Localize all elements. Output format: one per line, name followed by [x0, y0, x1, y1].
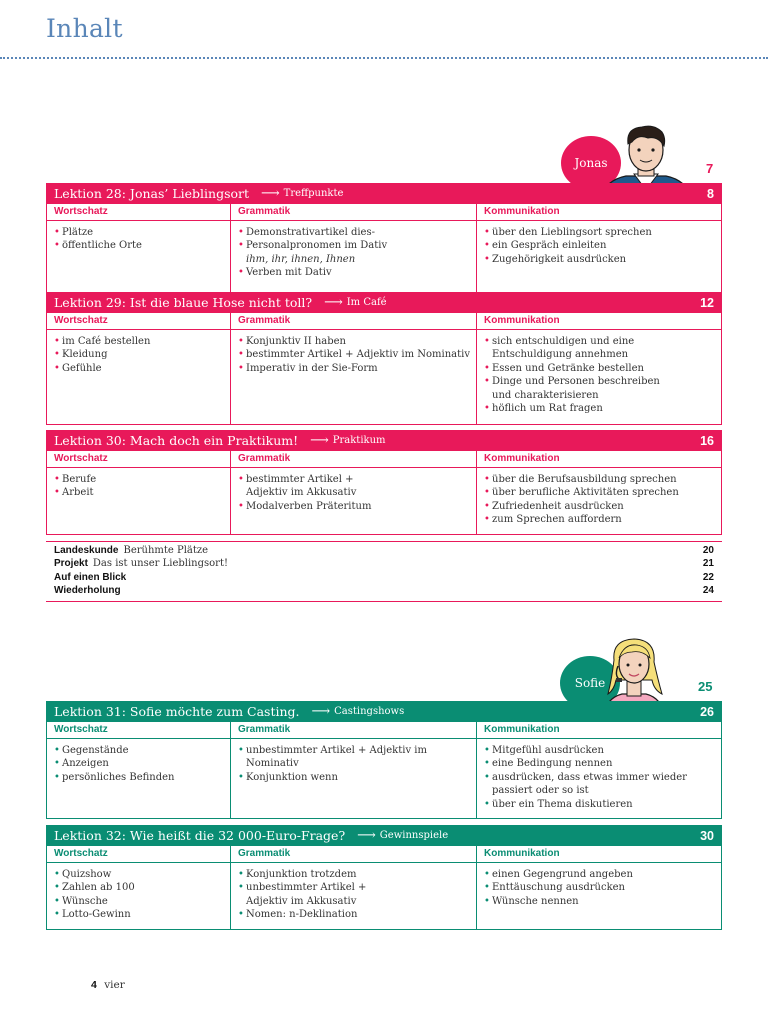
list-item: • Wünsche [54, 895, 226, 908]
column-header: Kommunikation [477, 846, 721, 863]
lesson-title: Lektion 29: Ist die blaue Hose nicht toll? [54, 295, 313, 310]
lesson-title: Lektion 30: Mach doch ein Praktikum! [54, 433, 299, 448]
list-item: • ein Gespräch einleiten [484, 239, 717, 252]
footer-page-number: 4 [91, 979, 97, 991]
arrow-right-icon: ⟶ [261, 186, 280, 201]
lesson-table [46, 313, 722, 425]
list-item: • ausdrücken, dass etwas immer wieder [484, 771, 717, 784]
lesson-header[interactable] [46, 183, 722, 204]
arrow-right-icon: ⟶ [311, 704, 331, 719]
list-item: • Modalverben Präteritum [238, 500, 472, 513]
list-item: • zum Sprechen auffordern [484, 513, 717, 526]
list-item: • über die Berufsausbildung sprechen [484, 473, 717, 486]
lesson-page-number: 8 [707, 186, 714, 201]
extras-page: 20 [702, 545, 714, 556]
grammatik-column [230, 451, 476, 534]
character-name: Sofie [574, 676, 606, 690]
list-item: • im Café bestellen [54, 335, 226, 348]
unit-start-page: 7 [706, 161, 714, 176]
list-item: • Gefühle [54, 362, 226, 375]
lesson-header[interactable] [46, 430, 722, 451]
list-item: • Konjunktiv II haben [238, 335, 472, 348]
lesson-header[interactable] [46, 292, 722, 313]
arrow-right-icon: ⟶ [310, 433, 329, 448]
list-item: • Demonstrativartikel dies- [238, 226, 472, 239]
list-item: • Anzeigen [54, 757, 226, 770]
extras-label: Wiederholung [54, 585, 121, 597]
column-header: Kommunikation [477, 722, 721, 739]
kommunikation-column [476, 722, 721, 818]
lesson-topic: Castingshows [334, 706, 405, 717]
lesson-title: Lektion 32: Wie heißt die 32 000-Euro-Frage? [54, 828, 346, 843]
list-item-continuation: Adjektiv im Akkusativ [246, 487, 357, 499]
list-item: • öffentliche Orte [54, 239, 226, 252]
wortschatz-column [47, 722, 230, 818]
lesson-32 [46, 825, 722, 930]
lesson-header[interactable] [46, 701, 722, 722]
column-header: Grammatik [231, 313, 476, 330]
list-item: • Zufriedenheit ausdrücken [484, 500, 717, 513]
list-item: • Berufe [54, 473, 226, 486]
column-header: Wortschatz [47, 722, 230, 739]
list-item: • Nomen: n-Deklination [238, 908, 472, 921]
lesson-page-number: 16 [700, 433, 714, 448]
page-title: Inhalt [46, 14, 123, 43]
list-item-continuation: Adjektiv im Akkusativ [246, 895, 357, 907]
lesson-31 [46, 701, 722, 819]
list-item: • eine Bedingung nennen [484, 757, 717, 770]
extras-row-auf-einen-blick[interactable] [54, 571, 714, 584]
list-item: • Imperativ in der Sie-Form [238, 362, 472, 375]
dotted-divider [0, 57, 768, 59]
list-item-continuation: passiert oder so ist [492, 785, 589, 797]
character-name: Jonas [574, 156, 608, 170]
lesson-topic: Gewinnspiele [379, 830, 449, 841]
list-item: • über berufliche Aktivitäten sprechen [484, 486, 717, 499]
list-item: • Wünsche nennen [484, 895, 717, 908]
list-item: • Zugehörigkeit ausdrücken [484, 253, 717, 266]
extras-text: Das ist unser Lieblingsort! [92, 558, 228, 570]
list-item-continuation: Nominativ [246, 758, 299, 770]
footer-page-word: vier [104, 979, 125, 991]
extras-text: Berühmte Plätze [123, 545, 209, 556]
lesson-topic: Praktikum [332, 435, 386, 446]
list-item: • Enttäuschung ausdrücken [484, 881, 717, 894]
list-item: • Gegenstände [54, 744, 226, 757]
column-header: Kommunikation [477, 451, 721, 468]
lesson-page-number: 26 [700, 704, 714, 719]
list-item: • Konjunktion trotzdem [238, 868, 472, 881]
grammatik-column [230, 846, 476, 929]
column-header: Wortschatz [47, 451, 230, 468]
lesson-title: Lektion 31: Sofie möchte zum Casting. [54, 704, 300, 719]
list-item: • Kleidung [54, 348, 226, 361]
page-footer [91, 979, 125, 991]
wortschatz-column [47, 313, 230, 424]
lesson-30 [46, 430, 722, 535]
lesson-page-number: 30 [700, 828, 714, 843]
kommunikation-column [476, 846, 721, 929]
extras-row-projekt[interactable] [54, 557, 714, 570]
lesson-table [46, 846, 722, 930]
list-item: • höflich um Rat fragen [484, 402, 717, 415]
lesson-topic: Treffpunkte [283, 188, 344, 199]
list-item: • Konjunktion wenn [238, 771, 472, 784]
list-item: • Personalpronomen im Dativ [238, 239, 472, 252]
arrow-right-icon: ⟶ [357, 828, 376, 843]
extras-label: Projekt [54, 558, 88, 570]
list-item: • über ein Thema diskutieren [484, 798, 717, 811]
extras-label: Auf einen Blick [54, 571, 127, 583]
lesson-table [46, 451, 722, 535]
extras-page: 22 [702, 571, 714, 583]
list-item: • unbestimmter Artikel + Adjektiv im [238, 744, 472, 757]
unit-start-page: 25 [698, 679, 713, 694]
lesson-header[interactable] [46, 825, 722, 846]
column-header: Kommunikation [477, 313, 721, 330]
lesson-topic: Im Café [346, 297, 387, 308]
list-item: • sich entschuldigen und eine [484, 335, 717, 348]
column-header: Wortschatz [47, 204, 230, 221]
grammatik-column [230, 313, 476, 424]
column-header: Wortschatz [47, 846, 230, 863]
column-header: Grammatik [231, 451, 476, 468]
kommunikation-column [476, 313, 721, 424]
lesson-page-number: 12 [700, 295, 714, 310]
list-item-continuation: und charakterisieren [492, 389, 599, 401]
extras-list [46, 541, 722, 602]
list-item: • bestimmter Artikel + Adjektiv im Nominativ [238, 348, 472, 361]
list-item: • persönliches Befinden [54, 771, 226, 784]
list-item-continuation: Entschuldigung annehmen [492, 349, 629, 361]
lesson-table [46, 722, 722, 819]
list-item: • über den Lieblingsort sprechen [484, 226, 717, 239]
lesson-29 [46, 292, 722, 425]
grammatik-column [230, 722, 476, 818]
column-header: Kommunikation [477, 204, 721, 221]
list-item: • einen Gegengrund angeben [484, 868, 717, 881]
list-item: • Arbeit [54, 486, 226, 499]
list-item: • Lotto-Gewinn [54, 908, 226, 921]
extras-row-landeskunde[interactable] [54, 544, 714, 557]
list-item: • Essen und Getränke bestellen [484, 362, 717, 375]
list-item: • Dinge und Personen beschreiben [484, 375, 717, 388]
list-item: • Plätze [54, 226, 226, 239]
list-item: • bestimmter Artikel + [238, 473, 472, 486]
list-item: • Quizshow [54, 868, 226, 881]
wortschatz-column [47, 451, 230, 534]
extras-page: 21 [702, 558, 714, 570]
extras-row-wiederholung[interactable] [54, 584, 714, 597]
column-header: Grammatik [231, 846, 476, 863]
lesson-title: Lektion 28: Jonas’ Lieblingsort [54, 186, 250, 201]
extras-page: 24 [702, 585, 714, 597]
kommunikation-column [476, 451, 721, 534]
column-header: Grammatik [231, 204, 476, 221]
list-item: • Verben mit Dativ [238, 266, 472, 279]
list-item: • Zahlen ab 100 [54, 881, 226, 894]
lesson-28 [46, 183, 722, 308]
extras-label: Landeskunde [54, 545, 119, 556]
column-header: Wortschatz [47, 313, 230, 330]
list-item-continuation: ihm, ihr, ihnen, Ihnen [246, 253, 356, 265]
column-header: Grammatik [231, 722, 476, 739]
wortschatz-column [47, 846, 230, 929]
list-item: • Mitgefühl ausdrücken [484, 744, 717, 757]
list-item: • unbestimmter Artikel + [238, 881, 472, 894]
arrow-right-icon: ⟶ [324, 295, 343, 310]
